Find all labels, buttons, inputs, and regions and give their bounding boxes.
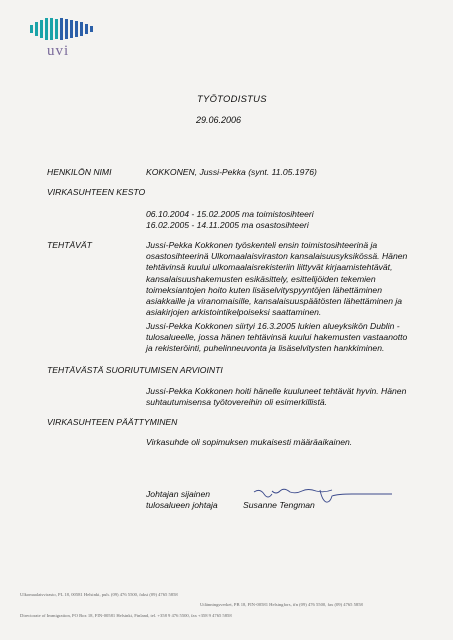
name-label: HENKILÖN NIMI — [47, 167, 112, 177]
duration-line-1: 06.10.2004 - 15.02.2005 ma toimistosihteeri — [146, 209, 314, 219]
tasks-paragraph-2: Jussi-Pekka Kokkonen siirtyi 16.3.2005 lukien alueyksikön Dublin -tulosalueelle, jossa hänen tehtävinsä kuului hakemusten vastaanotto ja rekisteröinti, puhelinneuvonta ja lisäselvitysten hankkiminen. — [146, 321, 408, 354]
termination-value: Virkasuhde oli sopimuksen mukaisesti määräaikainen. — [146, 437, 353, 447]
assessment-value: Jussi-Pekka Kokkonen hoiti hänelle kuuluneet tehtävät hyvin. Hänen suhtautumisensa työtovereihin oli esimerkillistä. — [146, 386, 407, 408]
duration-label: VIRKASUHTEEN KESTO — [47, 187, 146, 197]
termination-label: VIRKASUHTEEN PÄÄTTYMINEN — [47, 417, 178, 427]
logo-text: uvi — [47, 43, 70, 59]
document-date: 29.06.2006 — [196, 115, 242, 125]
footer-line-2: Utlänningsverket, PB 18, FIN-00581 Helsingfors, tfn (09) 476 5500, fax (09) 4765 5858 — [200, 602, 363, 607]
uvi-logo-bars — [30, 18, 94, 40]
signer-role-line-1: Johtajan sijainen — [146, 489, 211, 499]
signer-name: Susanne Tengman — [243, 500, 315, 510]
tasks-paragraph-1: Jussi-Pekka Kokkonen työskenteli ensin toimistosihteerinä ja osastosihteerinä Ulkomaalaisviraston kansalaisuusyksikössä. Hänen tehtävinsä kuului ulkomaalaisrekisteriin liittyvät kirjaamistehtävät, kansalaisuushakemusten esikäsittely, esittelijöiden tekemien toimeksiantojen hoito kuten lisäselvityspyyntöjen lähettäminen asiakkaille ja viranomaisille, kansalaisuuspäätösten lähettäminen ja asiakirjojen arkistointikelpoiseksi saattaminen. — [146, 240, 408, 318]
tasks-label: TEHTÄVÄT — [47, 240, 92, 250]
name-value: KOKKONEN, Jussi-Pekka (synt. 11.05.1976) — [146, 167, 317, 177]
document-title: TYÖTODISTUS — [197, 93, 267, 104]
assessment-label: TEHTÄVÄSTÄ SUORIUTUMISEN ARVIOINTI — [47, 365, 223, 375]
footer-line-1: Ulkomaalaisvirasto, PL 18, 00581 Helsinki, puh. (09) 476 5500, faksi (09) 4765 5858 — [20, 592, 178, 597]
duration-line-2: 16.02.2005 - 14.11.2005 ma osastosihteeri — [146, 220, 309, 230]
footer-line-3: Directorate of Immigration, PO Box 18, FIN-00581 Helsinki, Finland, tel. +358 9 476 5500, fax +358 9 4765 5858 — [20, 613, 232, 618]
signer-role-line-2: tulosalueen johtaja — [146, 500, 218, 510]
